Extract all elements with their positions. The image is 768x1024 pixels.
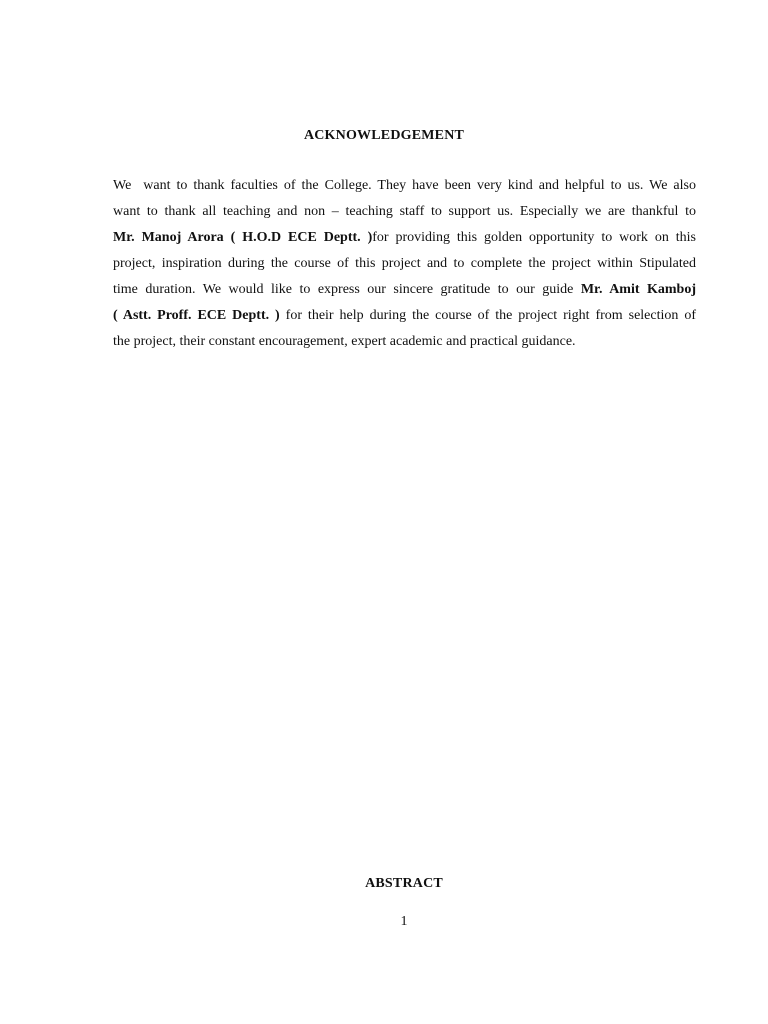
acknowledgement-heading: ACKNOWLEDGEMENT (303, 128, 465, 143)
guide-title: ( Astt. Proff. ECE Deptt. ) (113, 308, 280, 323)
paragraph-line (113, 225, 696, 251)
line-text: project, inspiration during the course of this project and to complete the project within Stipulated (113, 256, 696, 271)
paragraph-line (113, 251, 696, 277)
hod-name: Mr. Manoj Arora ( H.O.D ECE Deptt. ) (113, 230, 373, 245)
line-text: the project, their constant encouragement, expert academic and practical guidance. (113, 334, 576, 349)
page-number: 1 (400, 914, 408, 929)
line-text: for their help during the course of the project right from selection of (279, 308, 696, 323)
line-text: time duration. We would like to express our sincere gratitude to our guide (113, 282, 581, 297)
paragraph-line (113, 277, 696, 303)
abstract-heading: ABSTRACT (365, 876, 443, 891)
line-text: for providing this golden opportunity to work on this (372, 230, 696, 245)
acknowledgement-paragraph (113, 173, 696, 355)
line-text: want to thank all teaching and non – teaching staff to support us. Especially we are thankful to (113, 204, 696, 219)
paragraph-line (113, 199, 696, 225)
paragraph-line (113, 173, 696, 199)
guide-name: Mr. Amit Kamboj (580, 282, 696, 297)
paragraph-line (113, 329, 696, 355)
paragraph-line (113, 303, 696, 329)
line-text: We want to thank faculties of the College. They have been very kind and helpful to us. We also (113, 178, 696, 193)
